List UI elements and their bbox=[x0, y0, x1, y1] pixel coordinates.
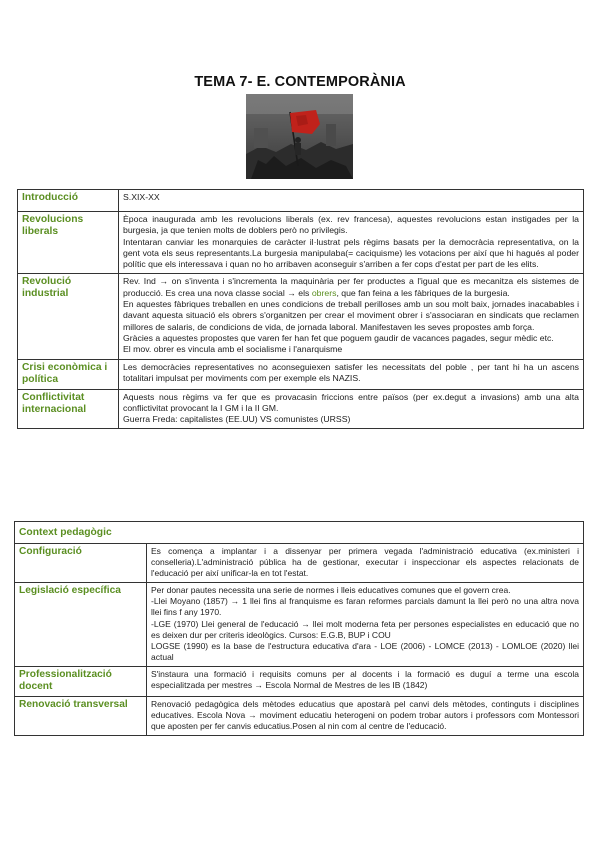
table-header: Context pedagògic bbox=[15, 522, 584, 544]
pedagogy-table bbox=[14, 521, 584, 736]
row-content: Rev. Ind → on s'inventa i s'incrementa la maquinària per fer productes a l'igual que es mecanitza els sistemes de producció. Es crea una nova classe social → els obrers, que fan feina a les fàbriques de la burgesia. En aquestes fàbriques treballen en unes condicions de treball perilloses amb un sou molt baix, jornades inacabables i davant aquesta situació els obrers s'organitzen per crear el moviment obrer i s'associaran en sindicats que reclamen millores de salaris, de condicions de vida, de jornada laboral. Manifestaven les seves propostes amb força. Gràcies a aquestes propostes que varen fer han fet que poguem gaudir de vacances pagades, segur mèdic etc. El mov. obrer es vincula amb el socialisme i l'anarquisme bbox=[119, 274, 584, 359]
row-content: Per donar pautes necessita una serie de normes i lleis educatives comunes que el govern crea. -Llei Moyano (1857) → 1 llei fins al franquisme es faran reformes parcials damunt la llei però no una altra nova llei fins f any 1970. -LGE (1970) Llei general de l'educació → llei molt moderna feta per persones especialistes en educació que no es deixen dur per criteris ideològics. Cursos: E.G.B, BUP i COU LOGSE (1990) es la base de l'estructura educativa d'ara - LOE (2006) - LOMCE (2013) - LOMLOE (2020) llei actual bbox=[147, 583, 584, 667]
row-content: Les democràcies representatives no aconseguiexen satisfer les necessitats del poble , per tant hi ha un ascens totalitari impulsat per moviments com per exemple els NAZIS. bbox=[119, 359, 584, 389]
table-row bbox=[15, 666, 584, 696]
row-label: Configuració bbox=[15, 544, 147, 583]
row-content: Aquests nous règims va fer que es provacasin friccions entre països (per ex.degut a invasions) amb una alta conflictivitat provocant la I GM i la II GM. Guerra Freda: capitalistes (EE.UU) VS comunistes (URSS) bbox=[119, 389, 584, 429]
row-label: Professionalització docent bbox=[15, 666, 147, 696]
table-row bbox=[18, 359, 584, 389]
row-content: Es comença a implantar i a dissenyar per primera vegada l'administració educativa (ex.ministeri i conselleria).L'administració pública ha de gestionar, executar i inspeccionar els aspectes relacionats de l'educació per així unificar-la en tot l'estat. bbox=[147, 544, 584, 583]
table-row bbox=[18, 274, 584, 359]
page-title: TEMA 7- E. CONTEMPORÀNIA bbox=[194, 74, 406, 90]
row-line: Rev. Ind → on s'inventa i s'incrementa la maquinària per fer productes a l'igual que es mecanitza els sistemes de producció. Es crea una nova classe social → els obrers, que fan feina a les fàbriques de la burgesia. bbox=[123, 276, 579, 298]
row-label: Crisi econòmica i política bbox=[18, 359, 119, 389]
row-label: Revolucions liberals bbox=[18, 212, 119, 274]
row-content: S.XIX-XX bbox=[119, 190, 584, 212]
highlighted-word: obrers bbox=[311, 287, 337, 298]
table-row bbox=[18, 389, 584, 429]
row-label: Revolució industrial bbox=[18, 274, 119, 359]
row-label: Introducció bbox=[18, 190, 119, 212]
row-content: S'instaura una formació i requisits comuns per al docents i la formació es duguí a terme una escola especialitzada per mestres → Escola Normal de Mestres de les IB (1842) bbox=[147, 666, 584, 696]
row-label: Conflictivitat internacional bbox=[18, 389, 119, 429]
table-row bbox=[18, 190, 584, 212]
row-content: Època inaugurada amb les revolucions liberals (ex. rev francesa), aquestes revolucions estan instigades per la burgesia, ja que tenien molts de doblers però no privilegis. Intentaran canviar les monarquies de caràcter il·lustrat pels règims basats per la democràcia representativa, on la gent vota els seus representants.La burgesia manipulaba(= caciquisme) les votacions per així que hi hagués al poder polític que els interessava i quan no ho arribaven aconseguir s'arriben a fer cops d'estat per part de les elits. bbox=[119, 212, 584, 274]
table-row bbox=[18, 212, 584, 274]
table-header-row bbox=[15, 522, 584, 544]
table-row bbox=[15, 544, 584, 583]
table-row bbox=[15, 696, 584, 735]
row-label: Legislació específica bbox=[15, 583, 147, 667]
table-row bbox=[15, 583, 584, 667]
history-table bbox=[17, 189, 584, 429]
row-content: Renovació pedagògica dels mètodes educatius que apostarà pel canvi dels mètodes, continguts i disciplines educatives. Escola Nova → moviment educatiu heterogeni on podem trobar autors i professors com Montessori que aposten per fer canvis educatius.Posen al nin com al centre de l'educació. bbox=[147, 696, 584, 735]
flag-photo-icon bbox=[246, 94, 353, 179]
row-label: Renovació transversal bbox=[15, 696, 147, 735]
